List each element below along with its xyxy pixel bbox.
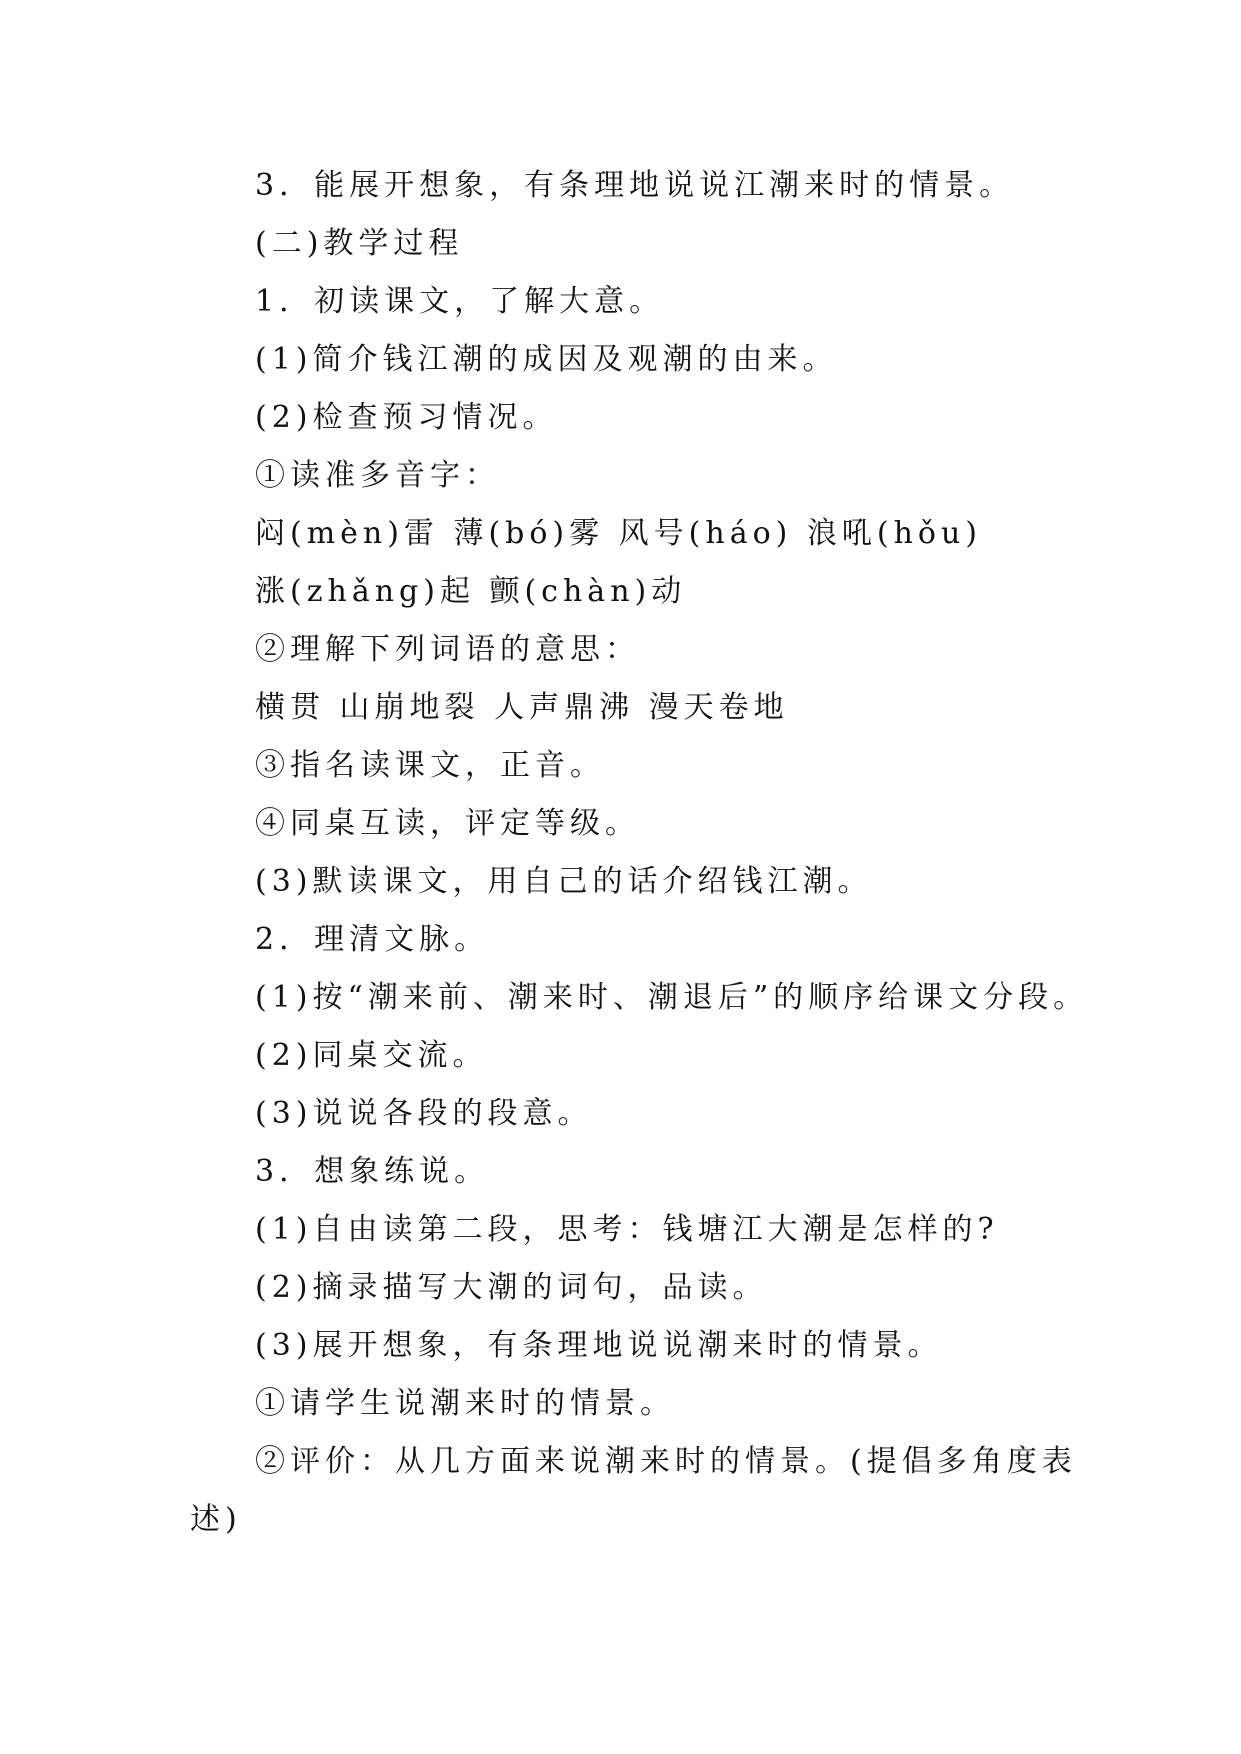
text-line: (2)检查预习情况。	[255, 400, 558, 435]
text-line: ②评价：从几方面来说潮来时的情景。(提倡多角度表	[255, 1444, 1077, 1479]
text-line: ①请学生说潮来时的情景。	[255, 1386, 675, 1421]
text-line: (2)同桌交流。	[255, 1038, 488, 1073]
text-line: 1．初读课文，了解大意。	[255, 284, 665, 319]
pinyin-line: 闷(mèn)雷 薄(bó)雾 风号(háo) 浪吼(hǒu)	[255, 516, 983, 551]
pinyin-line: 涨(zhǎng)起 颤(chàn)动	[255, 574, 687, 609]
text-line: 3．能展开想象，有条理地说说江潮来时的情景。	[255, 168, 1015, 203]
section-heading: (二)教学过程	[255, 226, 464, 261]
text-line: ①读准多音字：	[255, 458, 500, 493]
text-line: 2．理清文脉。	[255, 922, 490, 957]
text-line: (1)按“潮来前、潮来时、潮退后”的顺序给课文分段。	[255, 980, 1089, 1015]
text-line: (3)默读课文，用自己的话介绍钱江潮。	[255, 864, 873, 899]
vocabulary-line: 横贯 山崩地裂 人声鼎沸 漫天卷地	[255, 690, 789, 725]
text-line: (2)摘录描写大潮的词句，品读。	[255, 1270, 768, 1305]
text-line: (3)展开想象，有条理地说说潮来时的情景。	[255, 1328, 943, 1363]
text-line: (3)说说各段的段意。	[255, 1096, 593, 1131]
text-line: ④同桌互读，评定等级。	[255, 806, 640, 841]
text-line: (1)简介钱江潮的成因及观潮的由来。	[255, 342, 838, 377]
text-line: ②理解下列词语的意思：	[255, 632, 640, 667]
text-line: (1)自由读第二段，思考：钱塘江大潮是怎样的?	[255, 1212, 999, 1247]
text-line: ③指名读课文，正音。	[255, 748, 605, 783]
text-line: 3．想象练说。	[255, 1154, 490, 1189]
text-line-continuation: 述)	[190, 1502, 242, 1537]
